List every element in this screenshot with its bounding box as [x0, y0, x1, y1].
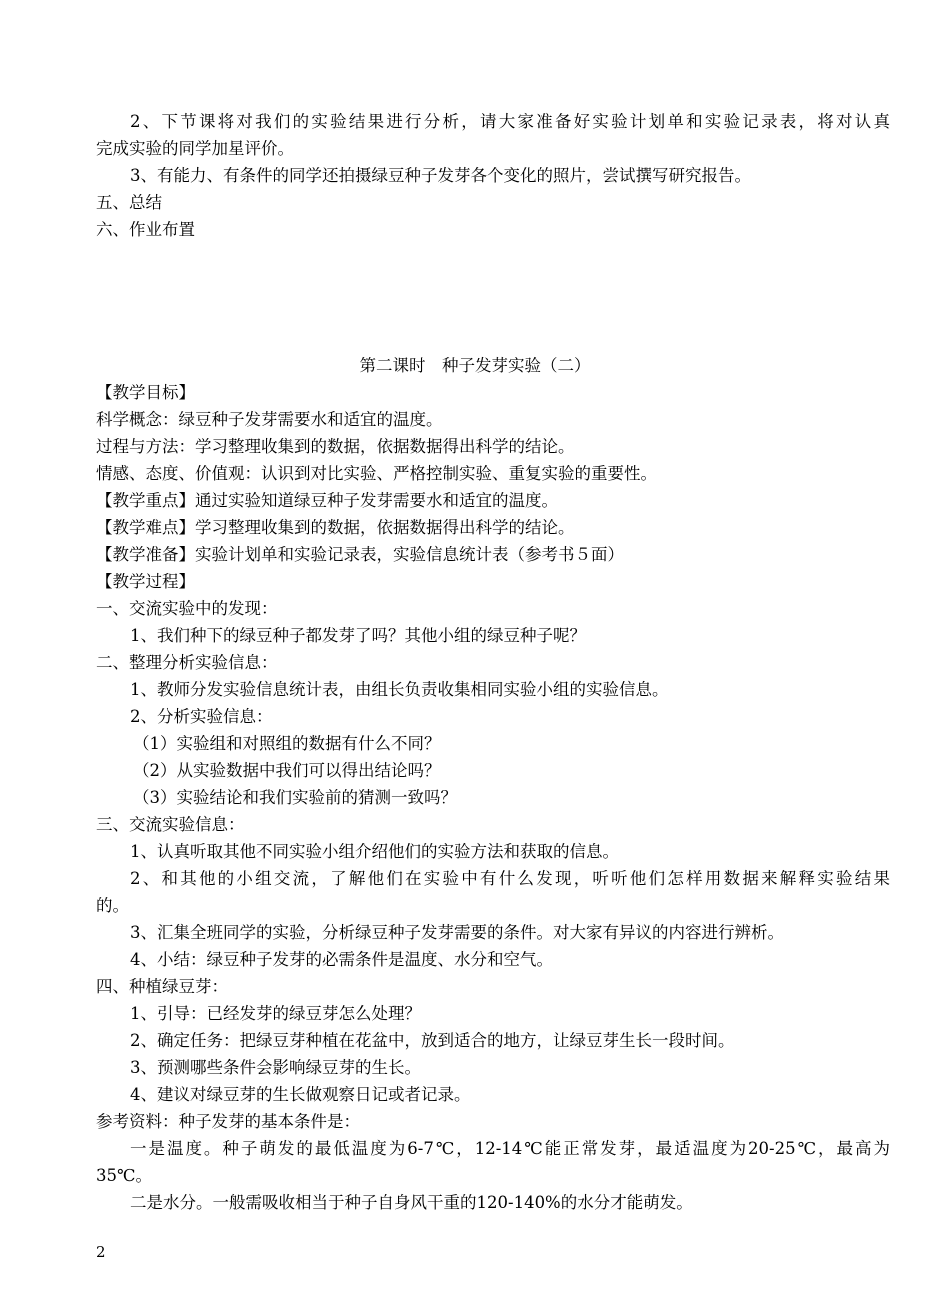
lesson-title: 第二课时 种子发芽实验（二） [359, 356, 591, 375]
part-3-item-3: 3、汇集全班同学的实验，分析绿豆种子发芽需要的条件。对大家有异议的内容进行辨析。 [130, 923, 784, 942]
goal-process: 过程与方法：学习整理收集到的数据，依据数据得出科学的结论。 [96, 437, 575, 456]
part-3-item-2-line-2: 的。 [96, 896, 129, 915]
reference-water: 二是水分。一般需吸收相当于种子自身风干重的120-140%的水分才能萌发。 [130, 1193, 693, 1212]
part-3-heading: 三、交流实验信息： [96, 815, 245, 834]
paragraph-item-3: 3、有能力、有条件的同学还拍摄绿豆种子发芽各个变化的照片，尝试撰写研究报告。 [130, 166, 751, 185]
goal-attitude: 情感、态度、价值观：认识到对比实验、严格控制实验、重复实验的重要性。 [96, 464, 657, 483]
part-4-item-2: 2、确定任务：把绿豆芽种植在花盆中，放到适合的地方，让绿豆芽生长一段时间。 [130, 1031, 735, 1050]
part-1-heading: 一、交流实验中的发现： [96, 599, 278, 618]
part-4-item-3: 3、预测哪些条件会影响绿豆芽的生长。 [130, 1058, 421, 1077]
part-4-item-1: 1、引导：已经发芽的绿豆芽怎么处理？ [130, 1004, 421, 1023]
part-2-item-1: 1、教师分发实验信息统计表，由组长负责收集相同实验小组的实验信息。 [130, 680, 669, 699]
part-3-item-2-line-1: 2、和其他的小组交流，了解他们在实验中有什么发现，听听他们怎样用数据来解释实验结果 [130, 869, 890, 888]
part-2-item-2: 2、分析实验信息： [130, 707, 273, 726]
reference-heading: 参考资料：种子发芽的基本条件是： [96, 1112, 360, 1131]
part-4-item-4: 4、建议对绿豆芽的生长做观察日记或者记录。 [130, 1085, 471, 1104]
process-header: 【教学过程】 [96, 572, 195, 591]
part-2-sub-3: （3）实验结论和我们实验前的猜测一致吗？ [133, 788, 457, 807]
goals-header: 【教学目标】 [96, 383, 195, 402]
paragraph-item-2-line-1: 2、下节课将对我们的实验结果进行分析，请大家准备好实验计划单和实验记录表，将对认真 [130, 112, 890, 131]
reference-temperature-line-1: 一是温度。种子萌发的最低温度为6-7℃，12-14℃能正常发芽，最适温度为20-25℃，最高为 [130, 1139, 890, 1158]
section-heading-homework: 六、作业布置 [96, 220, 195, 239]
part-3-item-4: 4、小结：绿豆种子发芽的必需条件是温度、水分和空气。 [130, 950, 553, 969]
page-number: 2 [96, 1243, 106, 1261]
section-heading-summary: 五、总结 [96, 193, 162, 212]
reference-temperature-line-2: 35℃。 [96, 1166, 152, 1185]
key-point: 【教学重点】通过实验知道绿豆种子发芽需要水和适宜的温度。 [96, 491, 558, 510]
part-1-item-1: 1、我们种下的绿豆种子都发芽了吗？其他小组的绿豆种子呢？ [130, 626, 586, 645]
part-3-item-1: 1、认真听取其他不同实验小组介绍他们的实验方法和获取的信息。 [130, 842, 619, 861]
goal-concept: 科学概念：绿豆种子发芽需要水和适宜的温度。 [96, 410, 443, 429]
difficult-point: 【教学难点】学习整理收集到的数据，依据数据得出科学的结论。 [96, 518, 575, 537]
part-2-sub-2: （2）从实验数据中我们可以得出结论吗？ [133, 761, 441, 780]
teaching-preparation: 【教学准备】实验计划单和实验记录表，实验信息统计表（参考书５面） [96, 545, 624, 564]
part-2-sub-1: （1）实验组和对照组的数据有什么不同？ [133, 734, 441, 753]
part-4-heading: 四、种植绿豆芽： [96, 977, 228, 996]
part-2-heading: 二、整理分析实验信息： [96, 653, 278, 672]
paragraph-item-2-line-2: 完成实验的同学加星评价。 [96, 139, 294, 158]
